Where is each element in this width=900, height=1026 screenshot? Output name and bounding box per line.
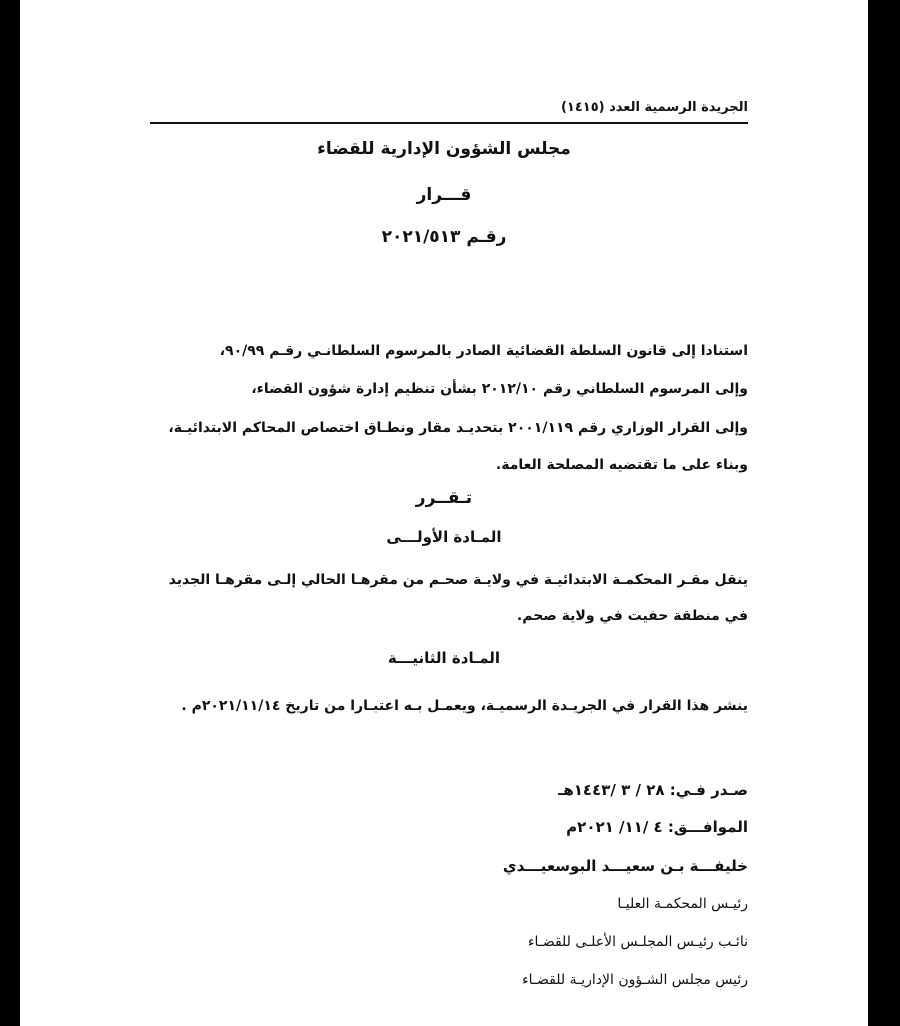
article-1-title: المـادة الأولـــى [386, 528, 502, 546]
preamble-line: وإلى القرار الوزاري رقم ٢٠٠١/١١٩ بتحديـد مقار ونطـاق اختصاص المحاكم الابتدائيـة، [168, 420, 748, 436]
preamble-line: وإلى المرسوم السلطاني رقم ٢٠١٢/١٠ بشأن تنظيم إدارة شؤون القضاء، [251, 381, 748, 397]
decision-number: رقـم ٢٠٢١/٥١٣ [381, 227, 507, 247]
corresponding-date: الموافـــق: ٤ /١١/ ٢٠٢١م [566, 818, 748, 836]
signatory-title: رئيس مجلس الشـؤون الإداريـة للقضـاء [522, 972, 748, 988]
article-1-line: في منطقة حفيت في ولاية صحم. [516, 608, 748, 624]
decision-heading: قـــرار [416, 185, 472, 205]
article-2-title: المـادة الثانيـــة [387, 649, 501, 667]
issuer-title: مجلس الشؤون الإدارية للقضاء [317, 139, 571, 159]
preamble-line: استنادا إلى قانون السلطة القضائية الصادر بالمرسوم السلطانـي رقـم ٩٠/٩٩، [219, 343, 748, 359]
header-rule [150, 122, 748, 124]
article-1-line: ينقل مقـر المحكمـة الابتدائيـة في ولايـة صحـم من مقرهـا الحالي إلـى مقرهـا الجديد [168, 572, 748, 588]
article-2-line: ينشر هذا القرار في الجريـدة الرسميـة، ويعمـل بـه اعتبـارا من تاريخ ٢٠٢١/١١/١٤م . [181, 698, 748, 714]
signatory-name: خليفـــة بـن سعيـــد البوسعيـــدي [502, 857, 748, 875]
signatory-title: نائـب رئيـس المجلـس الأعلـى للقضـاء [527, 934, 748, 950]
preamble-line: وبناء على ما تقتضيه المصلحة العامة. [495, 457, 748, 473]
gazette-issue-label: الجريدة الرسمية العدد (١٤١٥) [560, 100, 748, 115]
gazette-page [20, 0, 868, 1026]
decides-heading: تـقــرر [415, 488, 473, 508]
signatory-title: رئيـس المحكمـة العليـا [617, 896, 748, 912]
issued-date: صـدر فـي: ٢٨ / ٣ /١٤٤٣هـ [558, 781, 748, 799]
